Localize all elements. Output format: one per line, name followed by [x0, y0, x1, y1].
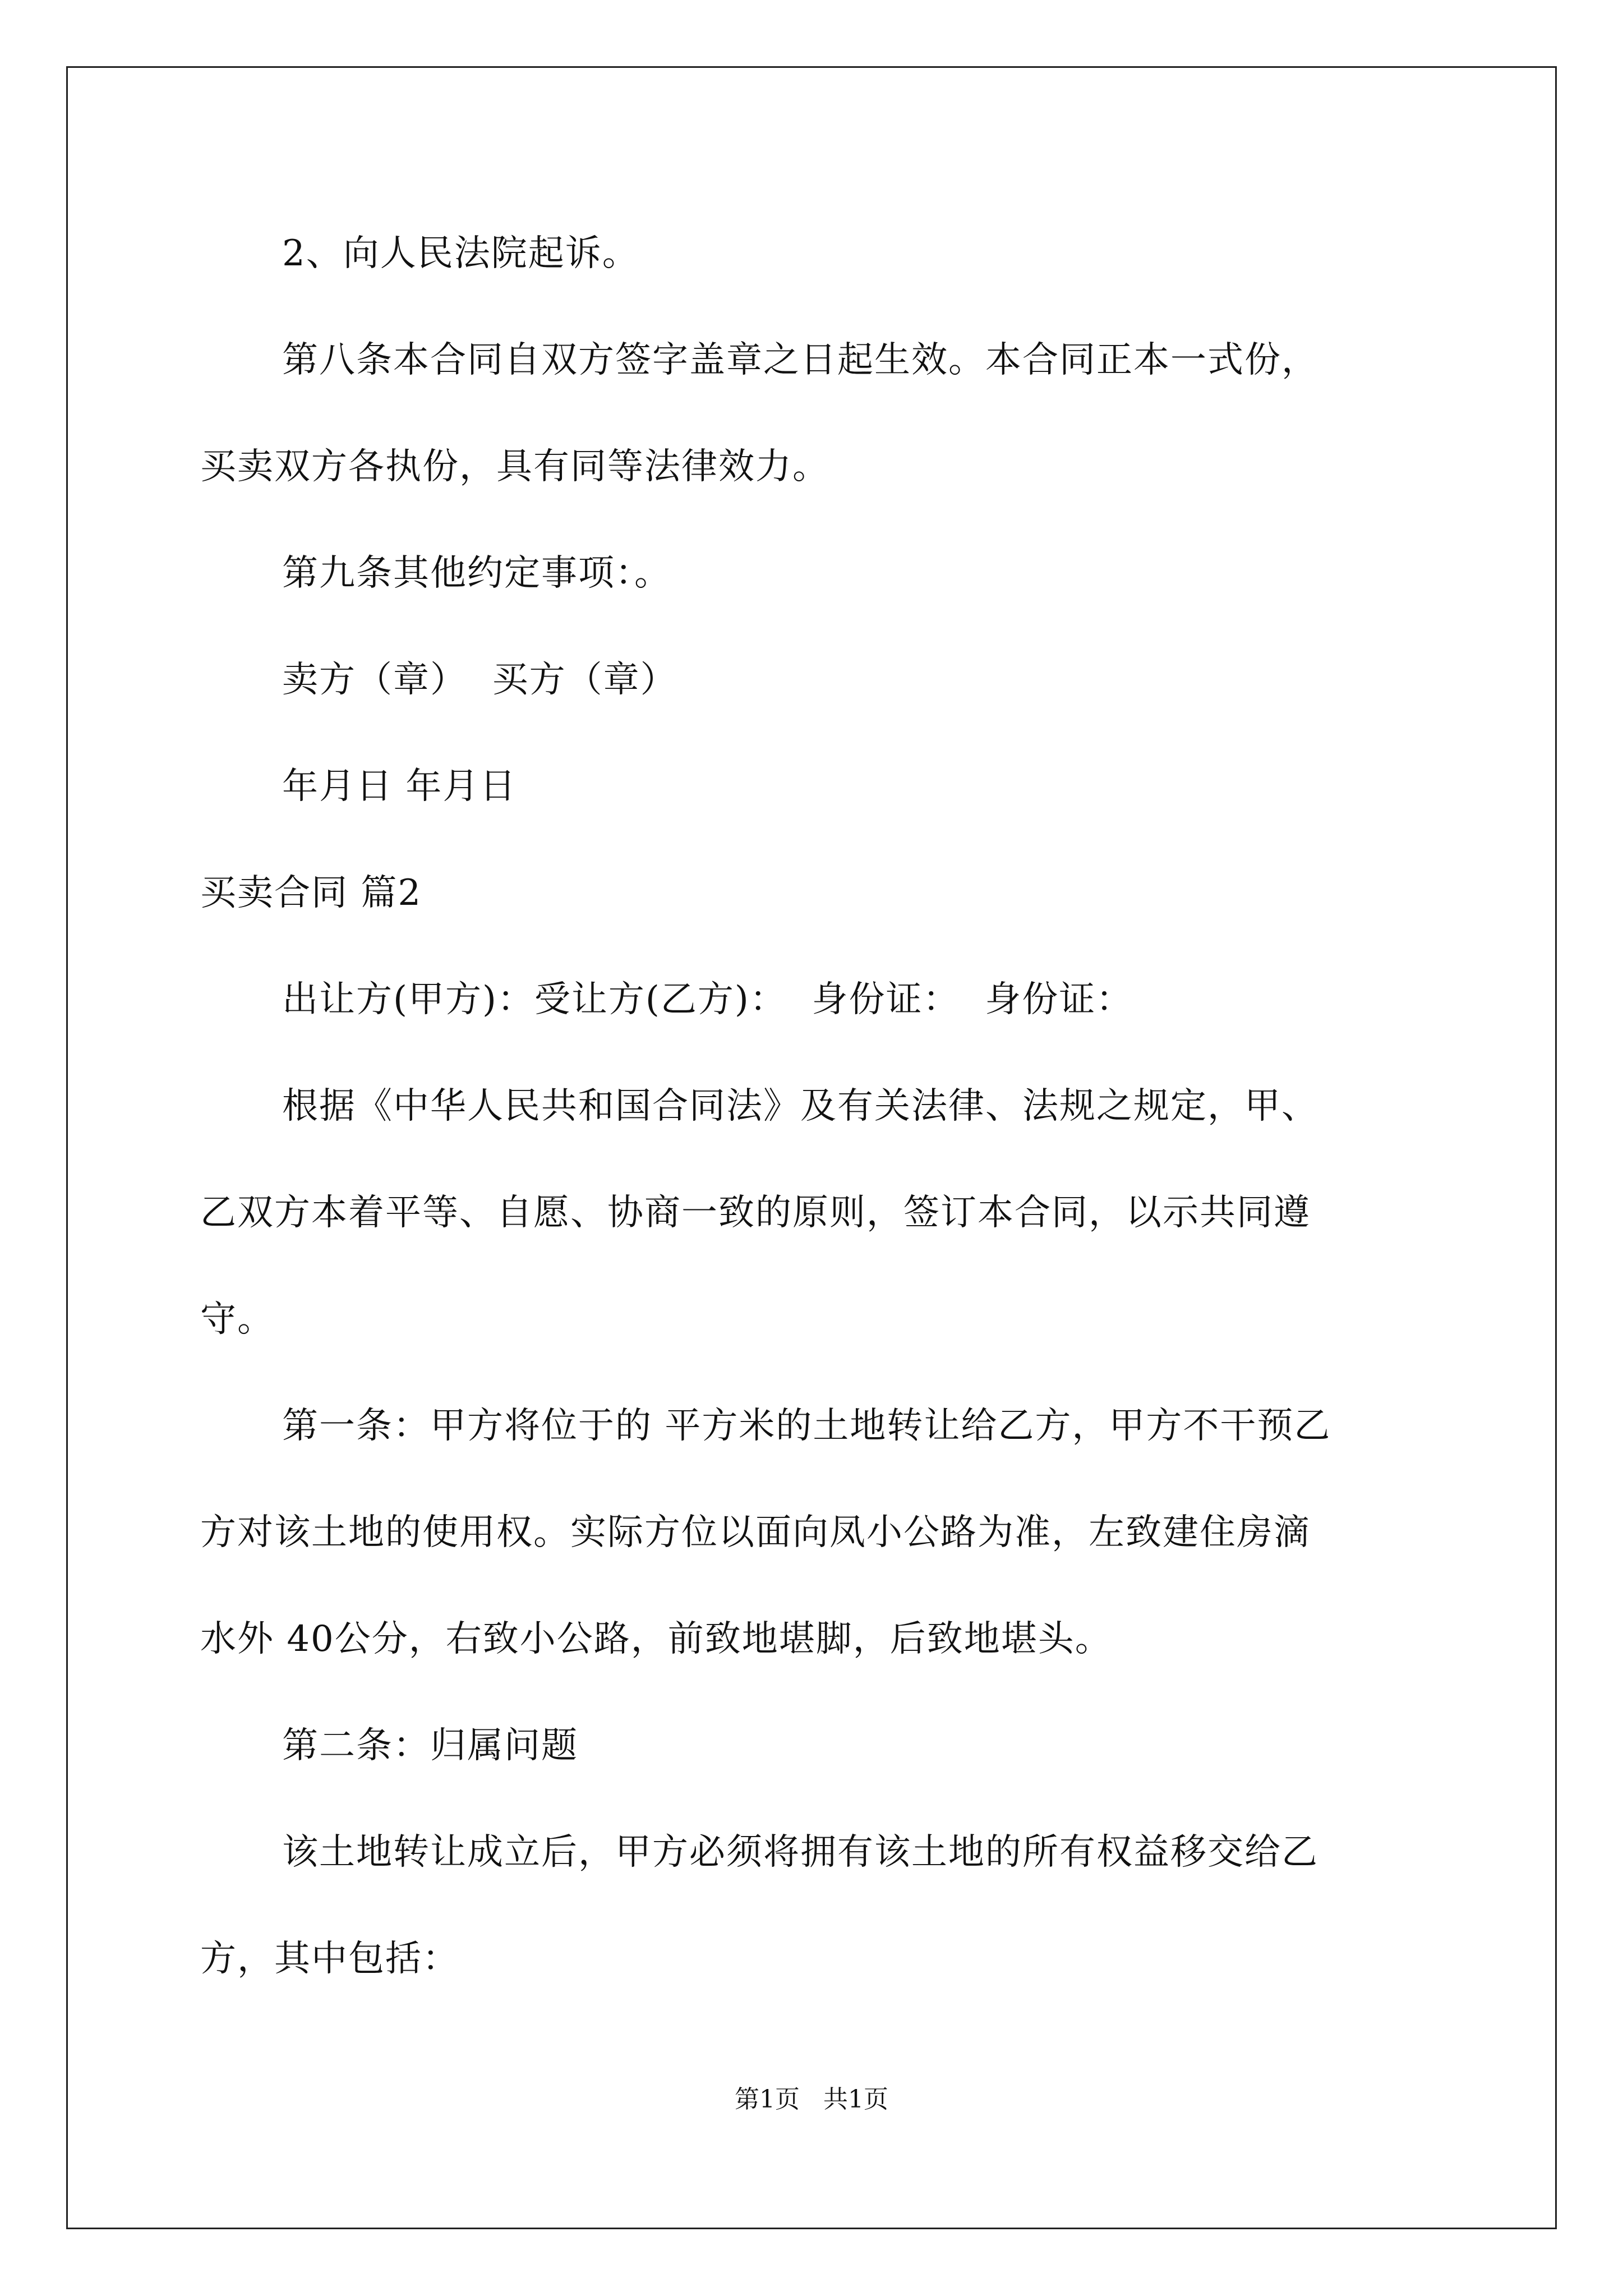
- page-footer: 第1页 共1页: [735, 2085, 888, 2114]
- page-border: [66, 66, 1557, 2229]
- paragraph-line: 买卖双方各执份，具有同等法律效力。: [200, 446, 829, 487]
- signature-line: 卖方（章） 买方（章）: [282, 659, 677, 701]
- paragraph-line: 水外 40公分，右致小公路，前致地堪脚，后致地堪头。: [200, 1618, 1112, 1660]
- paragraph-line: 该土地转让成立后，甲方必须将拥有该土地的所有权益移交给乙: [282, 1832, 1318, 1873]
- paragraph-line: 第一条：甲方将位于的 平方米的土地转让给乙方，甲方不干预乙: [282, 1405, 1331, 1447]
- paragraph-line: 根据《中华人民共和国合同法》及有关法律、法规之规定，甲、: [282, 1085, 1318, 1127]
- paragraph-line: 方对该土地的使用权。实际方位以面向凤小公路为准，左致建住房滴: [200, 1512, 1311, 1553]
- paragraph-line: 第八条本合同自双方签字盖章之日起生效。本合同正本一式份，: [282, 339, 1318, 381]
- paragraph-line: 第九条其他约定事项：。: [282, 553, 671, 594]
- paragraph-line: 出让方(甲方)：受让方(乙方)： 身份证： 身份证：: [282, 979, 1133, 1020]
- paragraph-line: 2、向人民法院起诉。: [282, 233, 639, 274]
- paragraph-line: 第二条：归属问题: [282, 1725, 578, 1766]
- paragraph-line: 守。: [200, 1299, 274, 1340]
- paragraph-line: 乙双方本着平等、自愿、协商一致的原则，签订本合同，以示共同遵: [200, 1192, 1311, 1234]
- date-line: 年月日 年月日: [282, 766, 517, 807]
- paragraph-line: 方，其中包括：: [200, 1938, 459, 1980]
- section-heading: 买卖合同 篇2: [200, 872, 422, 914]
